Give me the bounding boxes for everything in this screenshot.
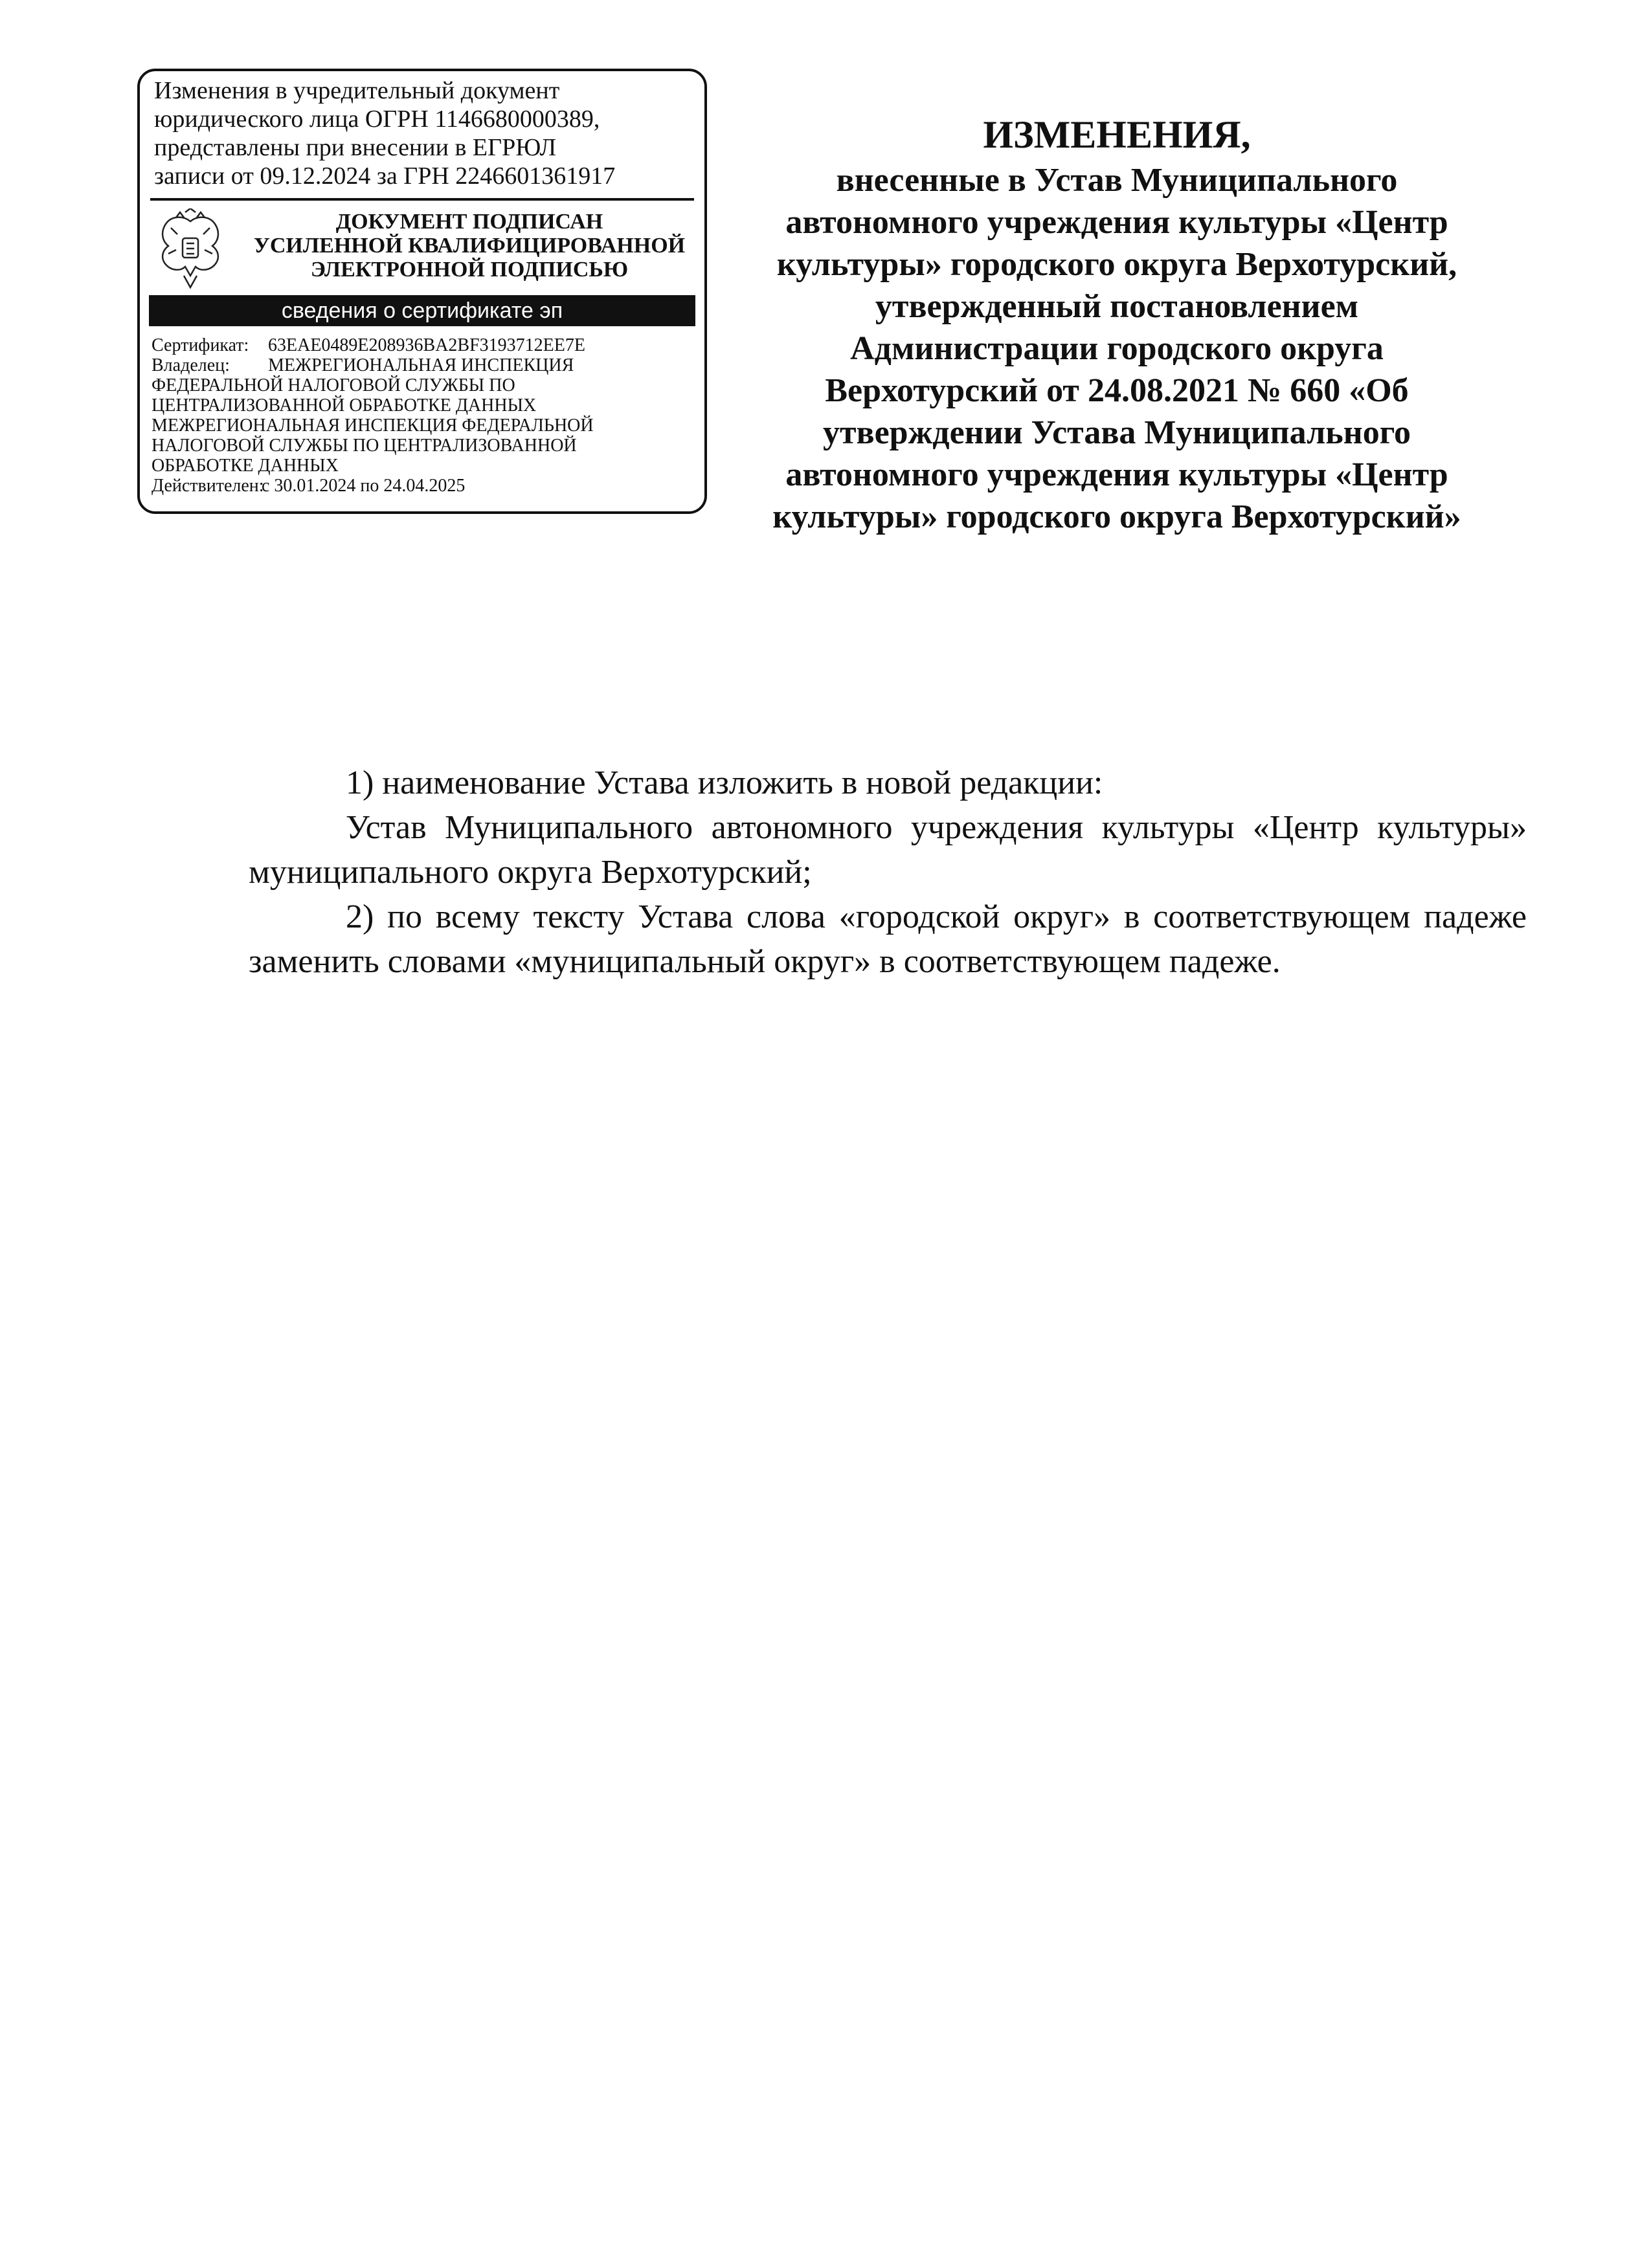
owner-line: ФЕДЕРАЛЬНОЙ НАЛОГОВОЙ СЛУЖБЫ ПО [152,375,515,395]
heading-line: Администрации городского округа [850,330,1384,367]
registration-line: Изменения в учредительный документ [154,77,560,104]
owner-row [152,355,702,375]
heading-line: автономного учреждения культуры «Центр [785,456,1448,493]
registration-line: записи от 09.12.2024 за ГРН 2246601361917 [154,162,616,190]
signed-line: ЭЛЕКТРОННОЙ ПОДПИСЬЮ [310,258,629,282]
heading-line: культуры» городского округа Верхотурский, [776,246,1457,283]
registration-line: представлены при внесении в ЕГРЮЛ [154,134,557,161]
owner-label: Владелец: [152,355,230,375]
amendment-item-2: 2) по всему тексту Устава слова «городской округ» в соответствующем падеже заменить словами «муниципальный округ» в соответствующем падеже. [249,898,1527,980]
amendment-item-1: 1) наименование Устава изложить в новой редакции: [346,764,1103,801]
registration-stamp [137,69,707,514]
signed-notice [243,210,695,282]
amendment-item-1-text: Устав Муниципального автономного учреждения культуры «Центр культуры» муниципального округа Верхотурский; [249,809,1527,891]
heading-line: утвержденный постановлением [875,288,1359,325]
certificate-info-bar: сведения о сертификате эп [149,295,695,326]
owner-line: ОБРАБОТКЕ ДАННЫХ [152,456,339,476]
heading-line: Верхотурский от 24.08.2021 № 660 «Об [825,372,1409,409]
signed-line: ДОКУМЕНТ ПОДПИСАН [335,210,603,234]
coat-of-arms-icon [152,208,229,291]
registration-line: юридического лица ОГРН 1146680000389, [154,106,600,133]
owner-value: МЕЖРЕГИОНАЛЬНАЯ ИНСПЕКЦИЯ [268,355,574,375]
heading-line: автономного учреждения культуры «Центр [785,204,1448,241]
document-title: ИЗМЕНЕНИЯ, [983,113,1251,156]
document-body [249,761,1527,984]
heading-line: утверждении Устава Муниципального [822,414,1411,451]
document-heading [699,111,1534,538]
validity-row [152,476,702,496]
certificate-value: 63EAE0489E208936BA2BF3193712EE7E [268,335,585,355]
certificate-label: Сертификат: [152,335,249,355]
stamp-divider [150,198,694,201]
heading-line: культуры» городского округа Верхотурский» [772,498,1461,535]
owner-line: МЕЖРЕГИОНАЛЬНАЯ ИНСПЕКЦИЯ ФЕДЕРАЛЬНОЙ [152,416,594,436]
validity-value: с 30.01.2024 по 24.04.2025 [262,476,466,496]
owner-line: ЦЕНТРАЛИЗОВАННОЙ ОБРАБОТКЕ ДАННЫХ [152,395,537,416]
certificate-details [152,335,702,496]
owner-line: НАЛОГОВОЙ СЛУЖБЫ ПО ЦЕНТРАЛИЗОВАННОЙ [152,436,577,456]
certificate-row [152,335,702,355]
validity-label: Действителен: [152,476,264,496]
registration-note [154,76,698,190]
heading-line: внесенные в Устав Муниципального [836,162,1398,199]
signed-line: УСИЛЕННОЙ КВАЛИФИЦИРОВАННОЙ [253,234,686,258]
